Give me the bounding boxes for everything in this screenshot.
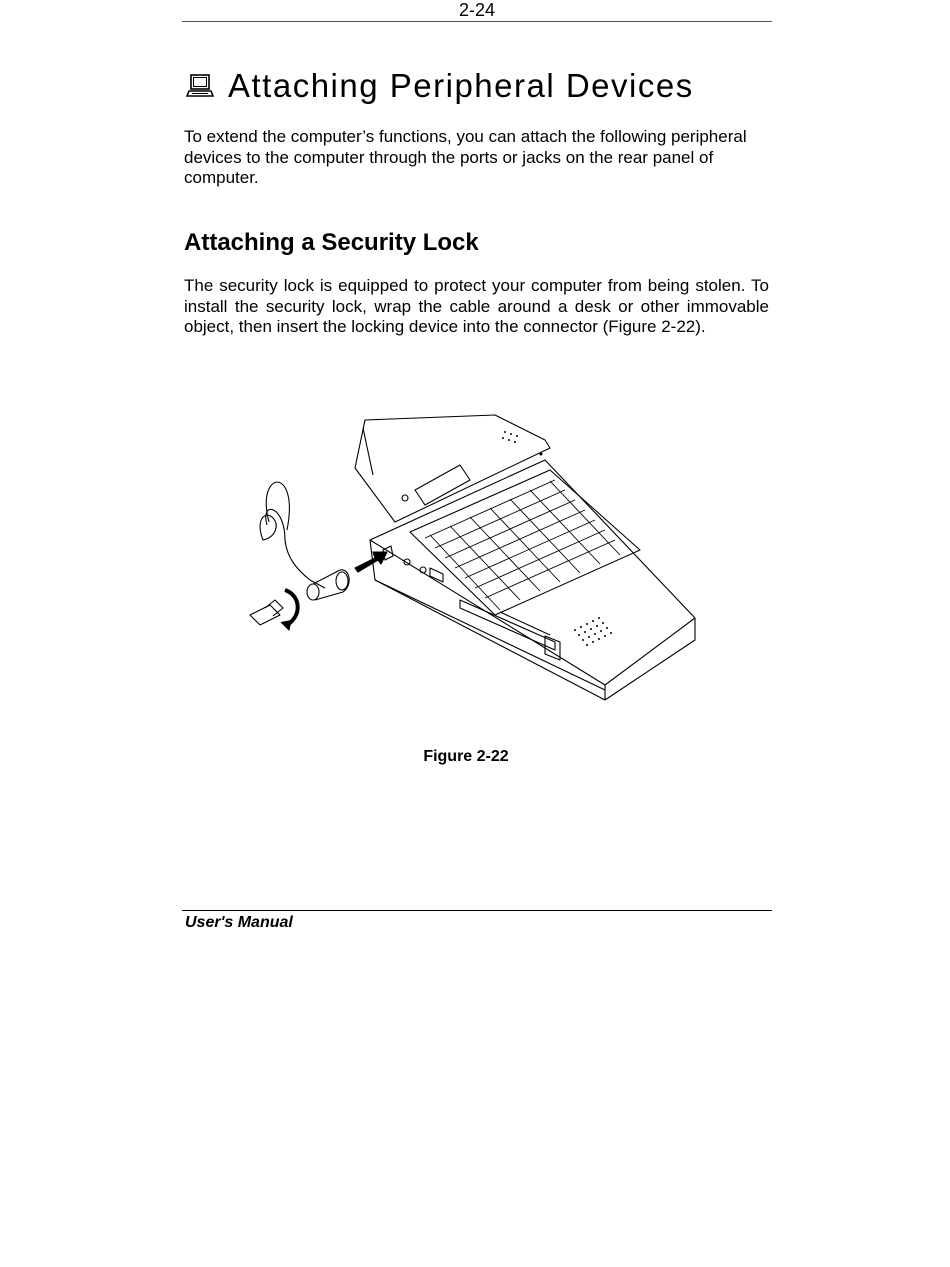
laptop-icon: [186, 72, 214, 100]
chapter-title: [186, 66, 694, 106]
section-heading: Attaching a Security Lock: [184, 229, 479, 256]
security-lock-illustration: [215, 410, 705, 710]
chapter-title-text: Attaching Peripheral Devices: [228, 67, 694, 104]
page-number: 2-24: [458, 0, 496, 20]
footer-label: User's Manual: [185, 914, 293, 931]
figure-caption: Figure 2-22: [423, 748, 509, 765]
header-divider: [182, 21, 772, 22]
section-paragraph: The security lock is equipped to protect your computer from being stolen. To install the security lock, wrap the cable around a desk or other immovable object, then insert the locking device into the connector (Figure 2-22).: [184, 276, 769, 336]
intro-paragraph: To extend the computer’s functions, you can attach the following peripheral devices to the computer through the ports or jacks on the rear panel of computer.: [184, 127, 747, 187]
footer-divider: [182, 910, 772, 911]
